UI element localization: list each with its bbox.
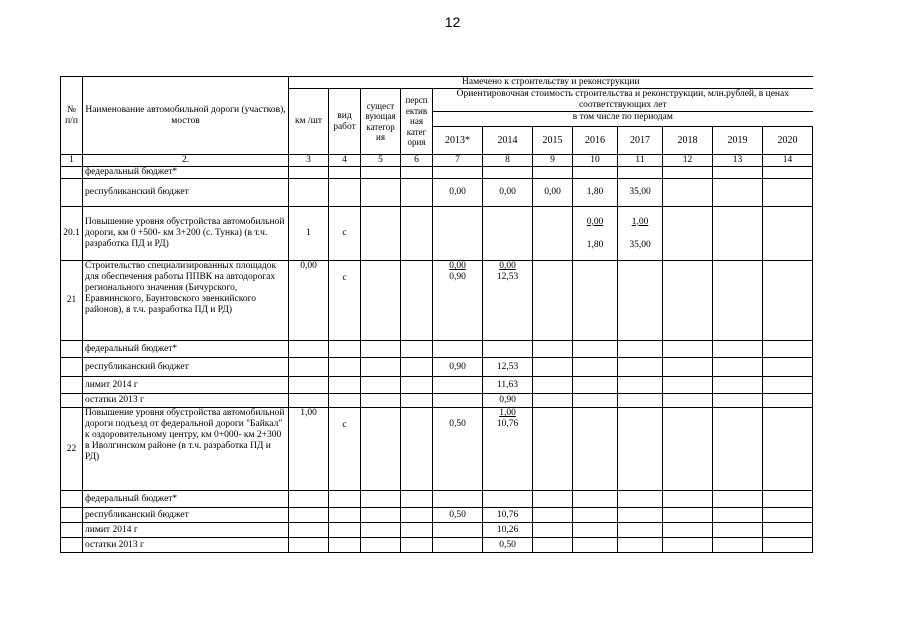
value-cell: 0,50: [433, 508, 483, 523]
colnum: 1: [61, 155, 83, 167]
header-cost: Ориентировочная стоимость строительства и реконструкции, млн.рублей, в ценах соответствующих лет: [456, 89, 789, 110]
value-cell: [433, 261, 483, 341]
value-cell: 0,90: [483, 394, 533, 408]
year-2018: 2018: [663, 127, 713, 155]
table-row: [61, 207, 813, 261]
km-cell: 1,00: [289, 408, 329, 491]
header-km: км /шт: [289, 89, 329, 155]
row-name: остатки 2013 г: [83, 538, 289, 553]
value-cell: 35,00: [618, 179, 663, 207]
row-name: федеральный бюджет*: [83, 167, 289, 179]
header-planned: Намечено к строительству и реконструкции: [289, 77, 813, 89]
row-name: лимит 2014 г: [83, 377, 289, 394]
colnum: 10: [573, 155, 618, 167]
page-number: 12: [444, 14, 461, 30]
row-name: федеральный бюджет*: [83, 341, 289, 358]
colnum: 2.: [83, 155, 289, 167]
value-cell: [618, 207, 663, 261]
value-top: 0,00: [499, 261, 516, 271]
value-cell: 0,00: [533, 179, 573, 207]
value-bottom: 10,76: [496, 419, 519, 429]
header-road-name: Наименование автомобильной дороги (участков), мостов: [83, 77, 289, 155]
value-cell: 0,00: [433, 179, 483, 207]
table-row: [61, 491, 813, 508]
colnum: 7: [433, 155, 483, 167]
value-cell: 0,90: [433, 358, 483, 377]
header-cost-block: [433, 89, 813, 127]
year-2017: 2017: [618, 127, 663, 155]
header-periods: в том числе по периодам: [433, 111, 813, 123]
colnum: 14: [763, 155, 813, 167]
value-cell: 0,50: [483, 538, 533, 553]
colnum: 13: [713, 155, 763, 167]
value-cell: 10,76: [483, 508, 533, 523]
colnum: 5: [361, 155, 401, 167]
colnum: 8: [483, 155, 533, 167]
colnum: 12: [663, 155, 713, 167]
row-name: федеральный бюджет*: [83, 491, 289, 508]
header-prospective-category: персп ектив ная катег ория: [401, 89, 433, 155]
value-cell: 0,50: [433, 408, 483, 491]
year-2015: 2015: [533, 127, 573, 155]
table-row: [61, 394, 813, 408]
value-top: 0,00: [449, 261, 466, 271]
colnum: 4: [329, 155, 361, 167]
row-name: республиканский бюджет: [83, 179, 289, 207]
colnum: 9: [533, 155, 573, 167]
value-bottom: 0,90: [449, 272, 466, 282]
year-2014: 2014: [483, 127, 533, 155]
table-row: [61, 358, 813, 377]
header-num: № п/п: [61, 77, 83, 155]
table-row: [61, 261, 813, 341]
header-work-type: вид работ: [329, 89, 361, 155]
year-2020: 2020: [763, 127, 813, 155]
value-cell: 1,80: [573, 179, 618, 207]
work-type-cell: с: [329, 261, 361, 341]
row-name: лимит 2014 г: [83, 523, 289, 538]
table-row: [61, 341, 813, 358]
year-2013: 2013*: [433, 127, 483, 155]
work-type-cell: с: [329, 408, 361, 491]
value-cell: 11,63: [483, 377, 533, 394]
table-row: [61, 508, 813, 523]
table-row: [61, 523, 813, 538]
year-2016: 2016: [573, 127, 618, 155]
value-cell: 10,26: [483, 523, 533, 538]
value-bottom: 1,80: [586, 239, 604, 250]
row-name: Повышение уровня обустройства автомобильной дороги подъезд от федеральной дороги "Байкал" к оздоровительному центру, км 0+000- км 2+300 в Иволгинском районе (в т.ч. разработка ПД и РД): [83, 408, 289, 491]
value-top: 1,00: [631, 216, 649, 227]
table-row: [61, 408, 813, 491]
work-type-cell: с: [329, 207, 361, 261]
row-name: Строительство специализированных площадок для обеспечения работы ППВК на автодорогах регионального значения (Бичурского, Еравнинского, Баунтовского эвенкийского районов), в т.ч. разработка ПД и РД): [83, 261, 289, 341]
table-row: [61, 538, 813, 553]
table-row: [61, 167, 813, 179]
row-name: остатки 2013 г: [83, 394, 289, 408]
value-top: 1,00: [499, 408, 516, 418]
row-name: республиканский бюджет: [83, 358, 289, 377]
km-cell: 1: [289, 207, 329, 261]
value-top: 0,00: [586, 216, 604, 227]
value-cell: 12,53: [483, 358, 533, 377]
colnum: 11: [618, 155, 663, 167]
row-name: республиканский бюджет: [83, 508, 289, 523]
table-row: [61, 377, 813, 394]
road-construction-table: [60, 76, 813, 553]
value-cell: [483, 261, 533, 341]
row-name: Повышение уровня обустройства автомобильной дороги, км 0 +500- км 3+200 (с. Тунка) (в т.ч. разработка ПД и РД): [83, 207, 289, 261]
row-number: 22: [61, 408, 83, 491]
value-cell: [483, 408, 533, 491]
year-2019: 2019: [713, 127, 763, 155]
value-cell: 0,00: [483, 179, 533, 207]
table-row: [61, 179, 813, 207]
km-cell: 0,00: [289, 261, 329, 341]
row-number: 20.1: [61, 207, 83, 261]
row-number: 21: [61, 261, 83, 341]
colnum: 6: [401, 155, 433, 167]
value-cell: [573, 207, 618, 261]
value-bottom: 35,00: [629, 239, 651, 250]
header-existing-category: сущест вующая категор ия: [361, 89, 401, 155]
colnum: 3: [289, 155, 329, 167]
value-bottom: 12,53: [496, 272, 519, 282]
